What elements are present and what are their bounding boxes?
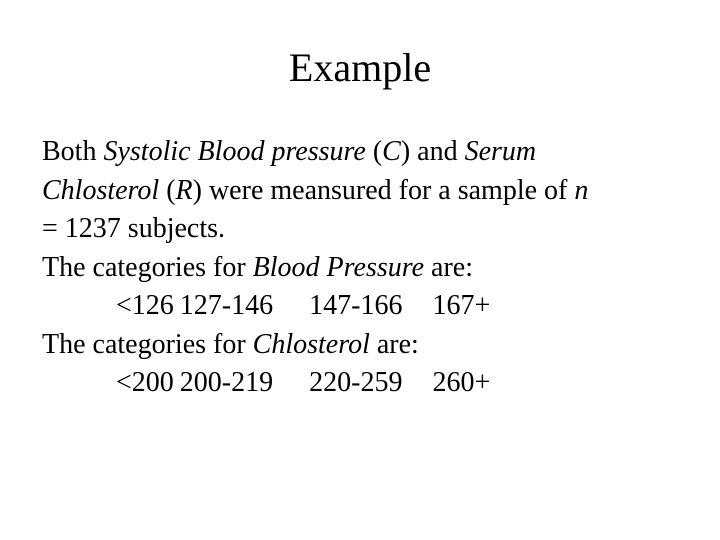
bp-category: 167+ bbox=[432, 290, 491, 321]
symbol-r: R bbox=[175, 174, 193, 206]
text-measured: ) were meansured for a sample of bbox=[192, 174, 575, 206]
chol-intro-post: are: bbox=[369, 328, 419, 360]
chol-intro bbox=[42, 326, 702, 365]
text-paren-open-2: ( bbox=[159, 174, 176, 206]
chol-category: 260+ bbox=[432, 367, 491, 398]
chol-categories bbox=[42, 364, 702, 403]
chol-category: 200-219 bbox=[179, 367, 274, 398]
bp-intro-pre: The categories for bbox=[42, 251, 253, 283]
term-chlosterol: Chlosterol bbox=[42, 174, 160, 206]
bp-categories bbox=[42, 287, 702, 326]
text-and: ) and bbox=[400, 136, 465, 167]
bp-category: <126 bbox=[116, 290, 174, 321]
chol-category: <200 bbox=[116, 367, 174, 398]
term-systolic-blood-pressure: Systolic Blood pressure bbox=[103, 136, 366, 167]
text-both: Both bbox=[42, 136, 104, 167]
text-sample-size: = 1237 subjects. bbox=[42, 213, 225, 244]
chol-intro-pre: The categories for bbox=[42, 328, 253, 360]
symbol-c: C bbox=[382, 136, 401, 167]
bp-intro bbox=[42, 249, 702, 288]
bp-category: 147-166 bbox=[309, 290, 403, 321]
term-blood-pressure: Blood Pressure bbox=[252, 251, 425, 283]
body-line-1 bbox=[42, 133, 702, 172]
slide-title: Example bbox=[288, 45, 432, 90]
term-chlosterol-2: Chlosterol bbox=[252, 328, 370, 360]
body-line-2 bbox=[42, 172, 702, 211]
symbol-n: n bbox=[574, 174, 589, 206]
bp-intro-post: are: bbox=[424, 251, 473, 283]
term-serum: Serum bbox=[464, 136, 537, 167]
body-line-3 bbox=[42, 210, 702, 249]
slide-body bbox=[42, 133, 702, 403]
bp-category: 127-146 bbox=[179, 290, 274, 321]
chol-category: 220-259 bbox=[309, 367, 403, 398]
text-paren-open: ( bbox=[365, 136, 383, 167]
